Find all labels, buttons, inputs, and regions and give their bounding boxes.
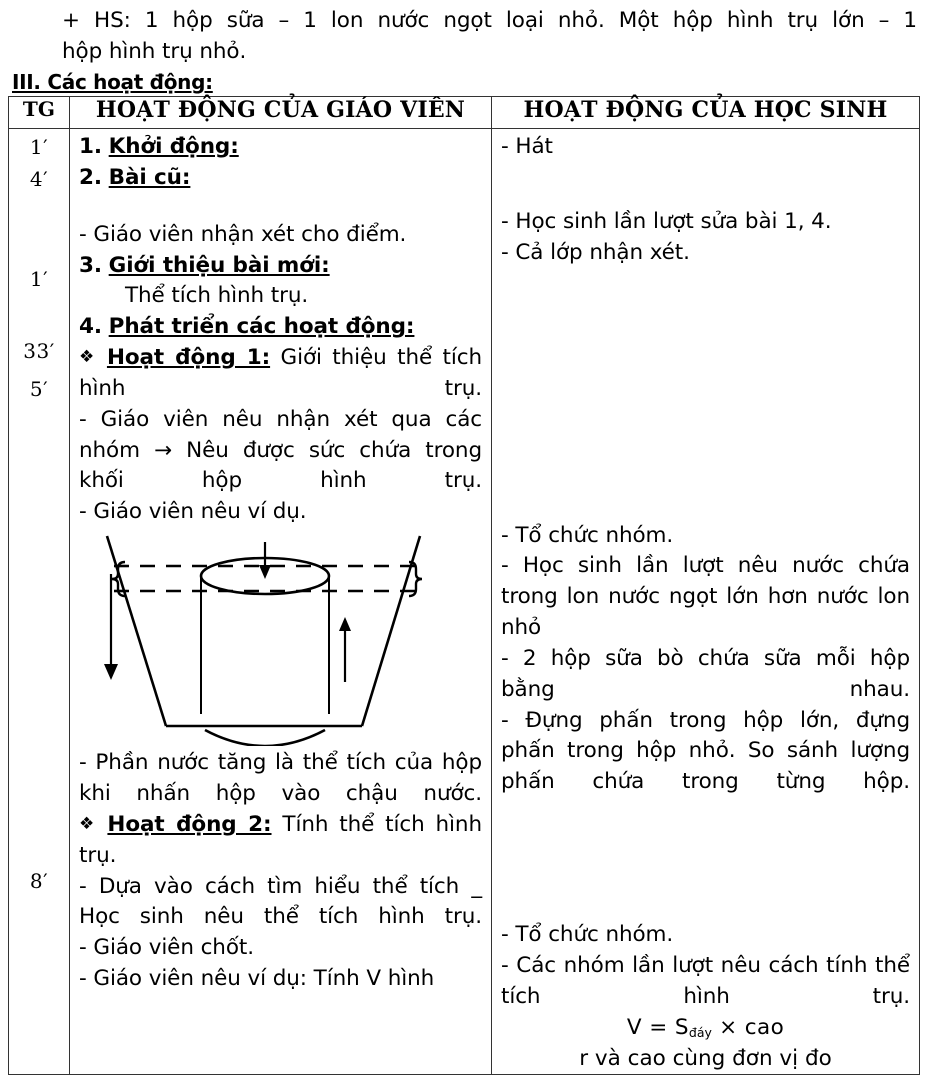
teacher-activity-1-conclusion: - Phần nước tăng là thể tích của hộp khi nhấn hộp vào chậu nước. bbox=[79, 750, 482, 806]
teacher-activity-1-note-2: - Giáo viên nêu ví dụ. bbox=[79, 499, 307, 525]
teacher-item-3-subtitle: Thể tích hình trụ. bbox=[125, 283, 309, 309]
basin-right-wall bbox=[362, 536, 420, 726]
formula-main: V = S bbox=[626, 1014, 689, 1040]
spacer bbox=[501, 163, 910, 207]
item-4-number: 4. bbox=[79, 314, 102, 340]
activity-2-title: Hoạt động 2: bbox=[107, 811, 272, 837]
page-title: III. Các hoạt động: bbox=[12, 70, 213, 95]
teacher-item-2-note: - Giáo viên nhận xét cho điểm. bbox=[79, 221, 407, 247]
cylinder-bottom-arc bbox=[205, 730, 325, 746]
press-down-arrow-head bbox=[259, 565, 271, 579]
teacher-activity-2-note-2: - Giáo viên chốt. bbox=[79, 935, 254, 961]
intro-line-2: hộp hình trụ nhỏ. bbox=[62, 38, 247, 64]
student-line-sing: - Hát bbox=[501, 134, 553, 160]
student-activities-cell bbox=[492, 129, 920, 1075]
item-2-title: Bài cũ: bbox=[108, 164, 191, 190]
spacer bbox=[501, 269, 910, 521]
time-mark: 5′ bbox=[29, 377, 49, 402]
time-column-cell bbox=[9, 129, 70, 1075]
diagram-svg bbox=[79, 534, 483, 746]
teacher-activity-2-note-1: - Dựa vào cách tìm hiểu thể tích _ Học sinh nêu thể tích hình trụ. bbox=[79, 873, 482, 930]
item-1-title: Khởi động: bbox=[108, 134, 239, 160]
teacher-activities-cell bbox=[70, 129, 492, 1075]
spacer bbox=[79, 194, 482, 220]
diamond-bullet-icon: ❖ bbox=[79, 347, 98, 368]
time-mark: 8′ bbox=[29, 869, 49, 894]
item-3-number: 3. bbox=[79, 252, 102, 278]
item-4-title: Phát triển các hoạt động: bbox=[108, 314, 415, 340]
student-line-compare-cans: - Học sinh lần lượt nêu nước chứa trong lon nước ngọt lớn hơn nước lon nhỏ bbox=[501, 553, 910, 641]
water-rise-arrow-head bbox=[339, 617, 351, 631]
diamond-bullet-icon: ❖ bbox=[79, 813, 99, 834]
teacher-activity-2-note-3: - Giáo viên nêu ví dụ: Tính V hình bbox=[79, 966, 435, 992]
time-mark: 4′ bbox=[29, 167, 49, 192]
cylinder-in-basin-diagram bbox=[79, 534, 482, 746]
item-2-number: 2. bbox=[79, 164, 102, 190]
student-line-milk-boxes: - 2 hộp sữa bò chứa sữa mỗi hộp bằng nhau. bbox=[501, 645, 910, 702]
student-line-class-comment: - Cả lớp nhận xét. bbox=[501, 239, 690, 265]
column-header-time: TG bbox=[9, 97, 70, 129]
time-mark: 1′ bbox=[29, 135, 49, 160]
teacher-item-2 bbox=[79, 163, 482, 194]
teacher-column-content bbox=[70, 129, 491, 1077]
table-header-row bbox=[9, 97, 920, 129]
student-column-content bbox=[492, 129, 919, 1077]
formula-tail: × cao bbox=[711, 1014, 785, 1040]
teacher-item-4 bbox=[79, 312, 482, 343]
item-3-title: Giới thiệu bài mới: bbox=[108, 252, 330, 278]
time-marks-list bbox=[9, 129, 69, 1074]
volume-formula bbox=[501, 1013, 910, 1044]
table-row bbox=[9, 129, 920, 1075]
student-line-groups-method: - Các nhóm lần lượt nêu cách tính thể tích hình trụ. bbox=[501, 953, 910, 1009]
teacher-activity-1-heading bbox=[79, 343, 482, 405]
spacer bbox=[501, 798, 910, 920]
formula-unit-note: r và cao cùng đơn vị đo bbox=[579, 1045, 832, 1071]
student-line-fix-exercises: - Học sinh lần lượt sửa bài 1, 4. bbox=[501, 208, 832, 234]
teacher-activity-1-note-1: - Giáo viên nêu nhận xét qua các nhóm → Nêu được sức chứa trong khối hộp hình trụ. bbox=[79, 406, 482, 494]
student-line-group-2: - Tổ chức nhóm. bbox=[501, 922, 674, 948]
activity-1-title: Hoạt động 1: bbox=[106, 345, 271, 371]
lesson-plan-table bbox=[8, 96, 920, 1075]
activity-2-description: Tính thể tích hình trụ. bbox=[79, 811, 482, 868]
intro-paragraph bbox=[0, 0, 931, 67]
intro-line-1: + HS: 1 hộp sữa – 1 lon nước ngọt loại nhỏ. Một hộp hình trụ lớn – 1 bbox=[62, 8, 917, 33]
basin-left-wall bbox=[107, 536, 166, 726]
left-down-arrow-head bbox=[104, 664, 118, 680]
item-1-number: 1. bbox=[79, 134, 102, 160]
column-header-student: HOẠT ĐỘNG CỦA HỌC SINH bbox=[492, 97, 920, 129]
student-line-chalk-boxes: - Đựng phấn trong hộp lớn, đựng phấn trong hộp nhỏ. So sánh lượng phấn chứa trong từng hộp. bbox=[501, 707, 910, 795]
teacher-activity-2-heading bbox=[79, 810, 482, 872]
activity-1-description: Giới thiệu thể tích hình trụ. bbox=[79, 345, 482, 401]
student-line-group-1: - Tổ chức nhóm. bbox=[501, 522, 674, 548]
column-header-teacher: HOẠT ĐỘNG CỦA GIÁO VIÊN bbox=[70, 97, 492, 129]
teacher-item-1 bbox=[79, 132, 482, 163]
time-mark: 1′ bbox=[29, 267, 49, 292]
time-mark: 33′ bbox=[23, 339, 55, 364]
formula-subscript: đáy bbox=[688, 1024, 712, 1040]
teacher-item-3 bbox=[79, 251, 482, 282]
